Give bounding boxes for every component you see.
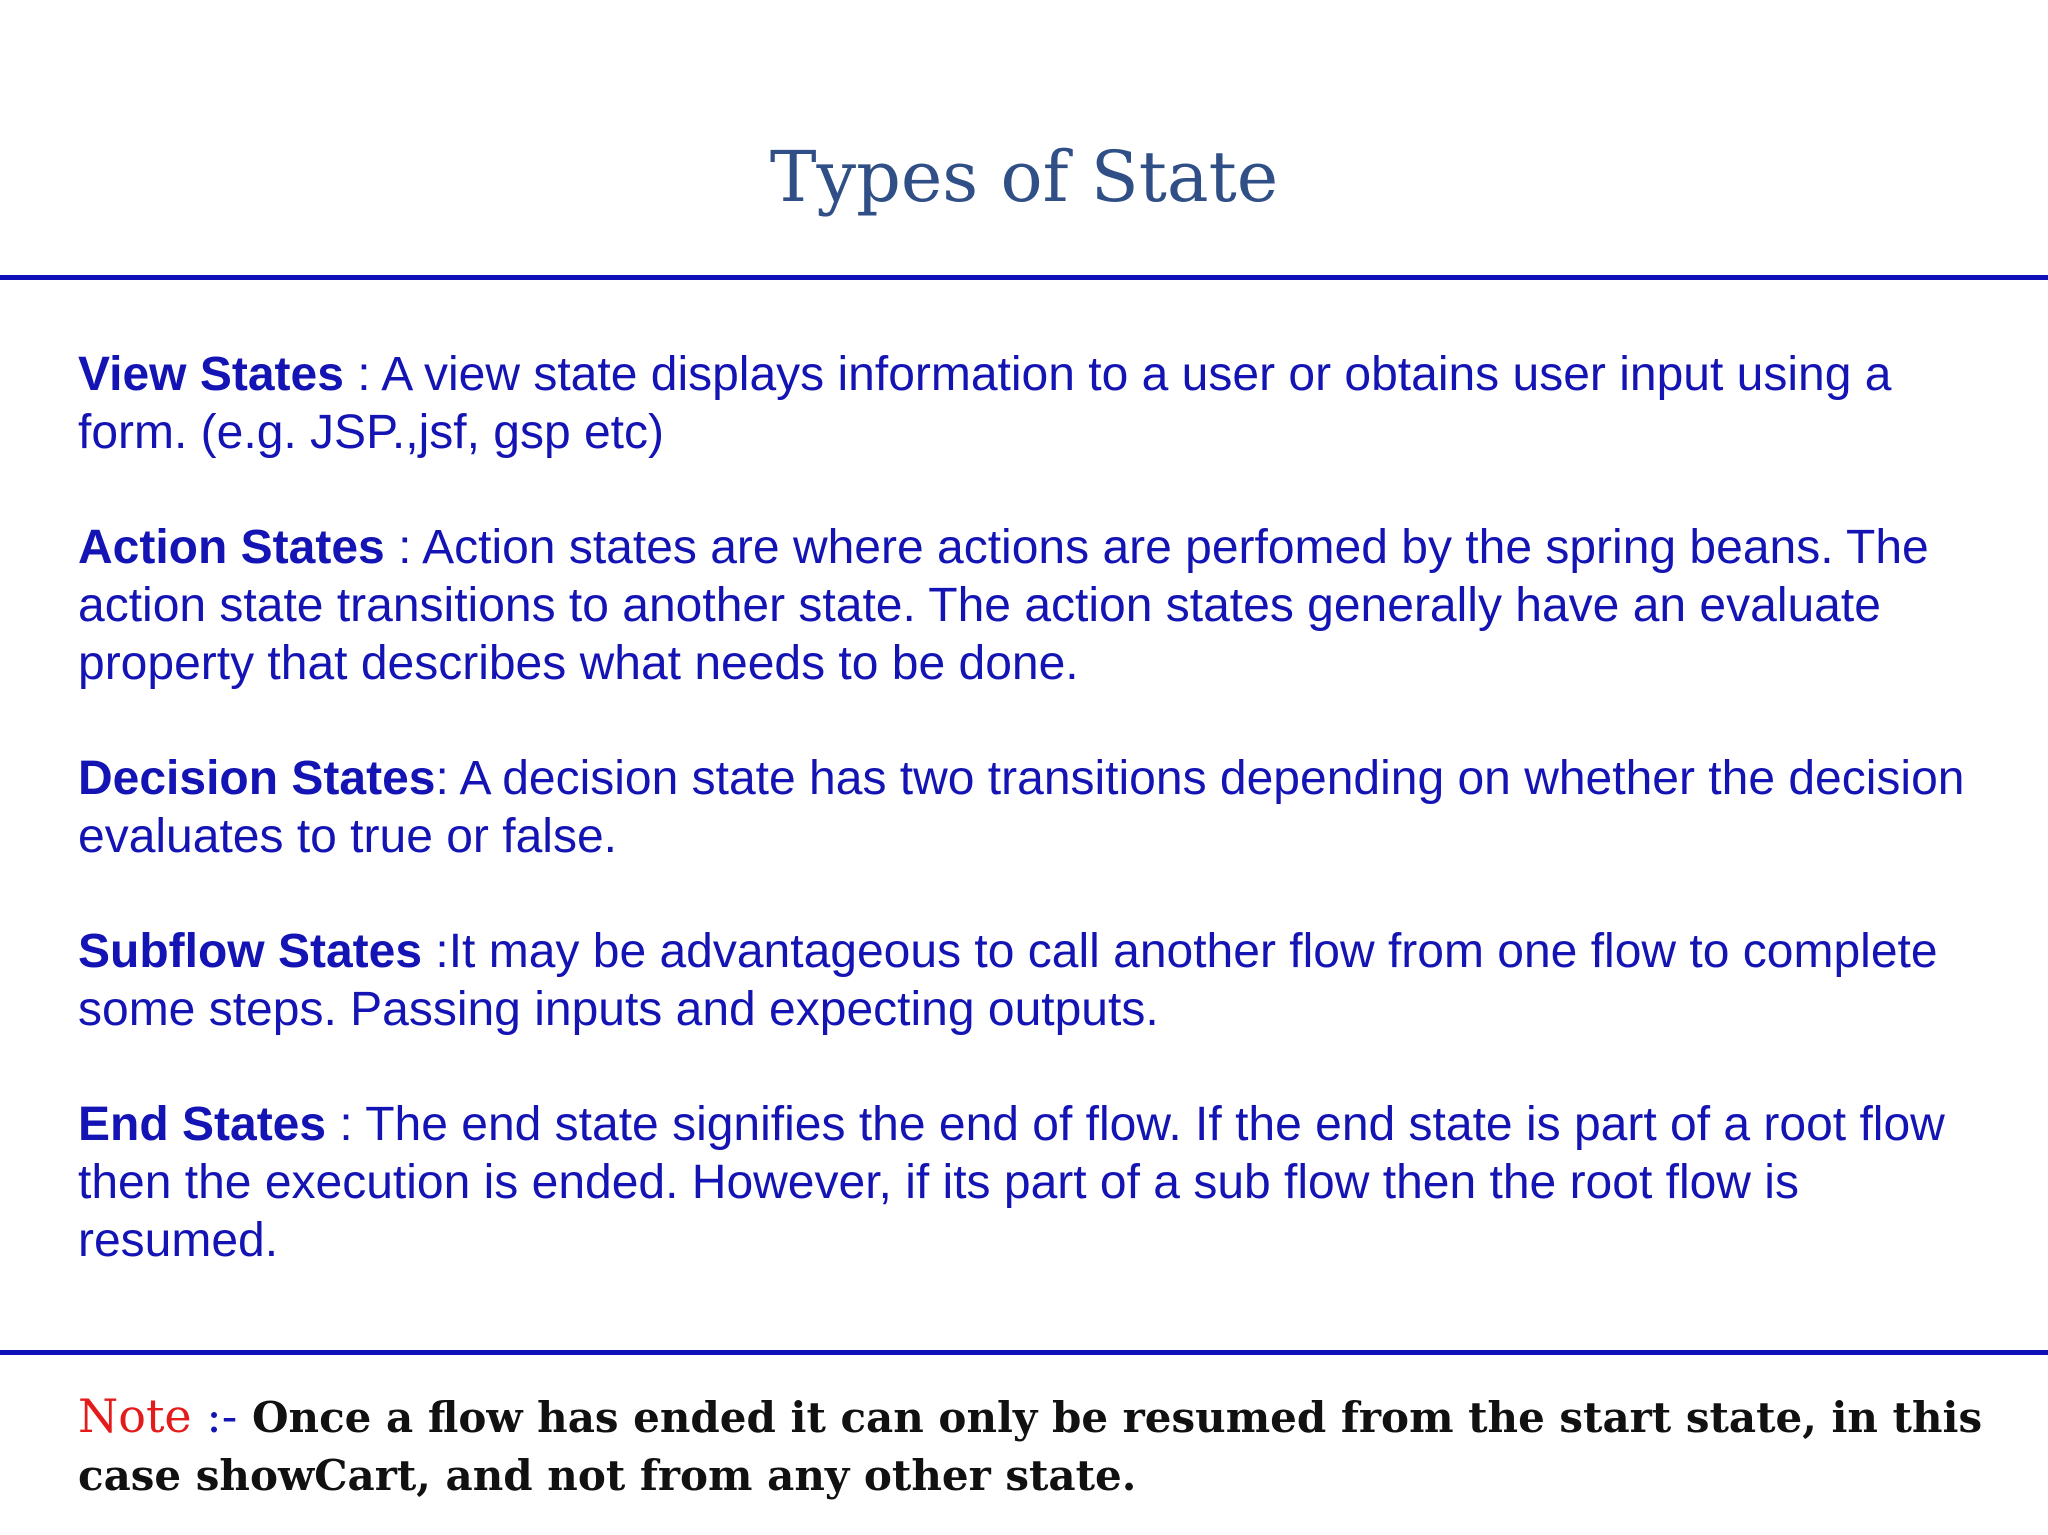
state-list (78, 346, 2008, 1327)
state-description: A decision state has two transitions depending on whether the decision evaluates to true or false. (78, 752, 1965, 863)
slide-title: Types of State (769, 136, 1279, 218)
state-item-end (78, 1096, 2008, 1270)
state-separator: : (384, 521, 423, 574)
state-separator: : (422, 925, 449, 978)
note-separator: :- (191, 1389, 252, 1443)
state-description: Action states are where actions are perfomed by the spring beans. The action state transitions to another state. The action states generally have an evaluate property that describes what needs to be done. (78, 521, 1929, 690)
state-description: The end state signifies the end of flow. If the end state is part of a root flow then the execution is ended. However, if its part of a sub flow then the root flow is resumed. (78, 1098, 1945, 1267)
note-text: Once a flow has ended it can only be resumed from the start state, in this case showCart, and not from any other state. (78, 1393, 1983, 1500)
state-description: It may be advantageous to call another flow from one flow to complete some steps. Passing inputs and expecting outputs. (78, 925, 1938, 1036)
state-term: View States (78, 348, 344, 401)
state-item-view (78, 346, 2008, 462)
state-separator: : (343, 348, 382, 401)
top-divider (0, 275, 2048, 280)
state-item-subflow (78, 923, 2008, 1039)
state-term: Decision States (78, 752, 436, 805)
state-term: Subflow States (78, 925, 423, 978)
state-separator: : (435, 752, 460, 805)
note-block (78, 1387, 2008, 1505)
state-term: End States (78, 1098, 327, 1151)
state-item-action (78, 519, 2008, 693)
state-item-decision (78, 750, 2008, 866)
state-term: Action States (78, 521, 385, 574)
state-separator: : (326, 1098, 366, 1151)
bottom-divider (0, 1350, 2048, 1355)
note-label: Note (78, 1389, 192, 1443)
state-description: A view state displays information to a user or obtains user input using a form. (e.g. JSP.,jsf, gsp etc) (78, 348, 1892, 459)
